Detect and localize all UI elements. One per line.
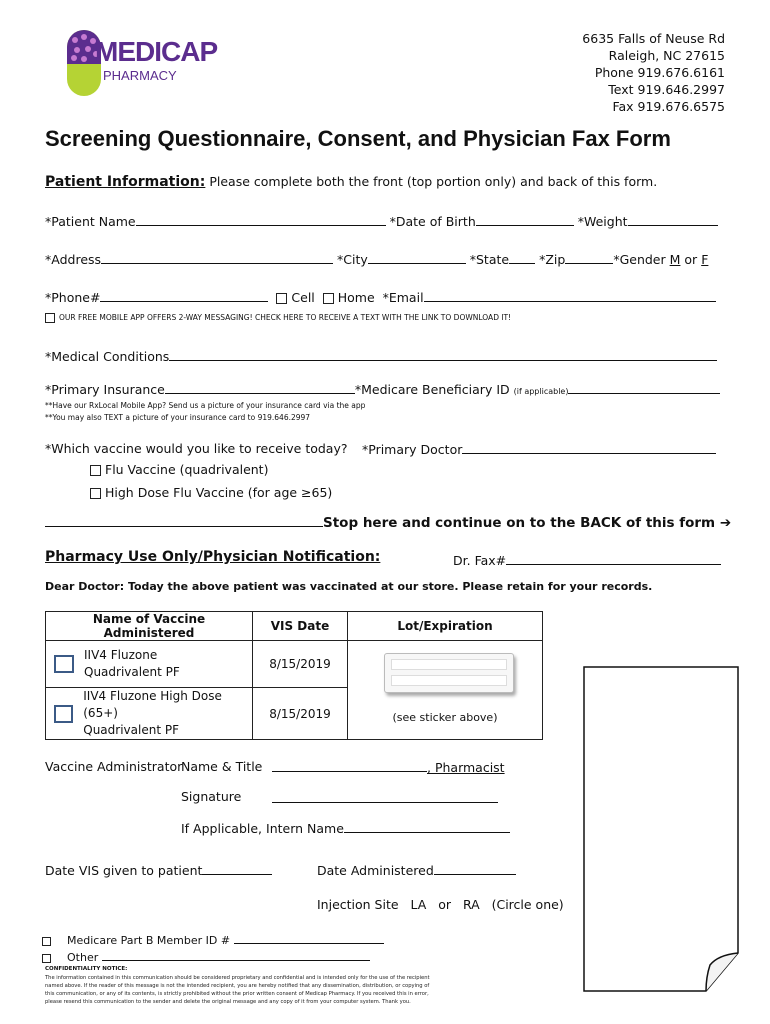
date-administered-field[interactable] <box>434 862 516 875</box>
address-row <box>45 251 708 267</box>
medical-conditions-row <box>45 348 717 364</box>
logo-main-text: MEDICAP <box>95 36 218 67</box>
vaccine-table <box>45 611 543 740</box>
address-line: Raleigh, NC 27615 <box>608 48 725 63</box>
vaccine-option-high-dose[interactable] <box>90 485 332 500</box>
vaccine-cell <box>46 641 253 688</box>
address-line: Text 919.646.2997 <box>608 82 725 97</box>
medical-conditions-field[interactable] <box>169 348 717 361</box>
stop-here-row <box>45 512 731 531</box>
pharmacy-heading: Pharmacy Use Only/Physician Notification: <box>45 549 381 565</box>
weight-label: *Weight <box>577 214 628 229</box>
vaccine-name-line1: IIV4 Fluzone High Dose (65+) <box>83 689 222 720</box>
gender-f-option[interactable]: F <box>701 252 709 267</box>
circle-one-note: (Circle one) <box>491 897 564 912</box>
app-notice-text: OUR FREE MOBILE APP OFFERS 2-WAY MESSAGING! CHECK HERE TO RECEIVE A TEXT WITH THE LINK TO DOWNLOAD IT! <box>59 313 512 322</box>
home-label: Home <box>337 290 375 305</box>
address-label: *Address <box>45 252 102 267</box>
medicare-id-note: (if applicable) <box>513 387 569 396</box>
patient-name-field[interactable] <box>136 213 386 226</box>
medical-conditions-label: *Medical Conditions <box>45 349 170 364</box>
vaccine-name-line1: IIV4 Fluzone <box>84 648 158 662</box>
dear-doctor-text: Dear Doctor: Today the above patient was vaccinated at our store. Please retain for your records. <box>45 580 653 593</box>
insurance-row <box>45 381 720 397</box>
dr-fax-label: Dr. Fax# <box>453 553 507 568</box>
site-la-option[interactable]: LA <box>410 897 427 912</box>
date-administered-row <box>317 862 516 878</box>
intern-row <box>181 820 510 836</box>
primary-doctor-field[interactable] <box>462 441 716 454</box>
cell-checkbox[interactable] <box>276 293 287 304</box>
sticker-placeholder <box>384 653 514 693</box>
injection-site-label: Injection Site <box>317 897 399 912</box>
vaccine-row-checkbox[interactable] <box>54 705 73 723</box>
state-field[interactable] <box>509 251 535 264</box>
vaccine-cell <box>46 688 253 740</box>
vis-given-row <box>45 862 272 878</box>
dr-fax-row <box>453 552 721 568</box>
high-dose-checkbox[interactable] <box>90 488 101 499</box>
other-field[interactable] <box>102 950 370 961</box>
city-label: *City <box>337 252 368 267</box>
dob-field[interactable] <box>476 213 574 226</box>
weight-field[interactable] <box>628 213 718 226</box>
dr-fax-field[interactable] <box>506 552 721 565</box>
medicare-b-label: Medicare Part B Member ID # <box>67 934 231 947</box>
signature-field[interactable] <box>272 790 498 803</box>
state-label: *State <box>469 252 510 267</box>
gender-m-option[interactable]: M <box>669 252 681 267</box>
date-administered-label: Date Administered <box>317 863 434 878</box>
site-ra-option[interactable]: RA <box>462 897 480 912</box>
other-row <box>42 950 370 964</box>
name-title-label: Name & Title <box>181 759 263 774</box>
patient-name-label: *Patient Name <box>45 214 136 229</box>
primary-insurance-field[interactable] <box>165 381 355 394</box>
cell-label: Cell <box>291 290 315 305</box>
medicare-b-checkbox[interactable] <box>42 937 51 946</box>
vaccine-administrator-label: Vaccine Administrator <box>45 759 183 774</box>
sticker-note: (see sticker above) <box>392 711 498 724</box>
vis-date-cell: 8/15/2019 <box>253 688 348 740</box>
lot-cell <box>348 641 543 740</box>
vis-date-cell: 8/15/2019 <box>253 641 348 688</box>
gender-or: or <box>684 252 698 267</box>
dob-label: *Date of Birth <box>389 214 476 229</box>
phone-field[interactable] <box>100 289 268 302</box>
vis-given-label: Date VIS given to patient <box>45 863 203 878</box>
medicare-b-field[interactable] <box>234 933 384 944</box>
primary-doctor-label: *Primary Doctor <box>362 442 463 457</box>
email-field[interactable] <box>424 289 716 302</box>
intern-label: If Applicable, Intern Name <box>181 821 344 836</box>
email-label: *Email <box>382 290 424 305</box>
vaccine-row-checkbox[interactable] <box>54 655 74 673</box>
patient-info-heading: Patient Information: <box>45 174 206 190</box>
confidentiality-heading: CONFIDENTIALITY NOTICE: <box>45 966 128 972</box>
address-line: Fax 919.676.6575 <box>612 99 725 114</box>
signature-label: Signature <box>181 789 242 804</box>
vaccine-name-line2: Quadrivalent PF <box>84 665 180 679</box>
vaccine-name-line2: Quadrivalent PF <box>83 723 179 737</box>
name-title-field[interactable] <box>272 759 427 772</box>
col-vis-date: VIS Date <box>253 612 348 641</box>
primary-doctor-row <box>362 441 716 457</box>
col-vaccine-name: Name of Vaccine Administered <box>46 612 253 641</box>
table-row <box>46 641 543 688</box>
name-title-row <box>272 759 505 775</box>
address-field[interactable] <box>101 251 333 264</box>
zip-label: *Zip <box>539 252 566 267</box>
flu-vaccine-label: Flu Vaccine (quadrivalent) <box>105 462 269 477</box>
confidentiality-text: The information contained in this communication should be considered proprietary and confidential and is intended only for the use of the recipient named above. If the reader of this message is not the intended recipient, you are hereby notified that any dissemination, distribution, or copying of this communication, or any of its contents, is strictly prohibited without the prior written consent of Medicap Pharmacy. If you received this in error, please resend this communication to the sender and delete the original message and any copy of it from your computer system. Thank you. <box>45 975 430 1005</box>
injection-site-row <box>317 897 564 912</box>
gender-label: *Gender <box>613 252 666 267</box>
intern-field[interactable] <box>344 820 510 833</box>
rxlocal-note: **Have our RxLocal Mobile App? Send us a picture of your insurance card via the app <box>45 401 366 410</box>
app-text-checkbox[interactable] <box>45 313 55 323</box>
other-label: Other <box>67 951 99 964</box>
phone-label: *Phone# <box>45 290 101 305</box>
medicare-id-field[interactable] <box>568 381 720 394</box>
pharmacy-address <box>582 30 725 115</box>
patient-info-instruction: Please complete both the front (top portion only) and back of this form. <box>209 174 658 189</box>
vaccine-question: *Which vaccine would you like to receive today? <box>45 441 348 456</box>
vaccine-option-flu[interactable] <box>90 462 268 477</box>
col-lot-expiration: Lot/Expiration <box>348 612 543 641</box>
phone-row <box>45 289 716 305</box>
patient-name-row <box>45 213 718 229</box>
app-notice-row <box>45 313 511 323</box>
site-or: or <box>438 897 452 912</box>
pharmacist-suffix: , Pharmacist <box>427 760 505 775</box>
medicare-id-label: *Medicare Beneficiary ID <box>354 382 510 397</box>
table-header-row <box>46 612 543 641</box>
page-title: Screening Questionnaire, Consent, and Physician Fax Form <box>45 126 671 151</box>
zip-field[interactable] <box>565 251 613 264</box>
stop-here-text: Stop here and continue on to the BACK of this form ➔ <box>323 515 732 531</box>
medicap-logo <box>65 28 235 100</box>
other-checkbox[interactable] <box>42 954 51 963</box>
stop-line <box>45 514 323 527</box>
logo-sub-text: PHARMACY <box>103 68 177 83</box>
home-checkbox[interactable] <box>323 293 334 304</box>
city-field[interactable] <box>368 251 466 264</box>
address-line: 6635 Falls of Neuse Rd <box>582 31 725 46</box>
medicare-b-row <box>42 933 384 947</box>
flu-vaccine-checkbox[interactable] <box>90 465 101 476</box>
vis-given-field[interactable] <box>202 862 272 875</box>
address-line: Phone 919.676.6161 <box>594 65 725 80</box>
text-card-note: **You may also TEXT a picture of your insurance card to 919.646.2997 <box>45 413 311 422</box>
blank-page-icon <box>582 665 742 995</box>
patient-info-line <box>45 174 657 190</box>
high-dose-label: High Dose Flu Vaccine (for age ≥65) <box>105 485 333 500</box>
primary-insurance-label: *Primary Insurance <box>45 382 165 397</box>
